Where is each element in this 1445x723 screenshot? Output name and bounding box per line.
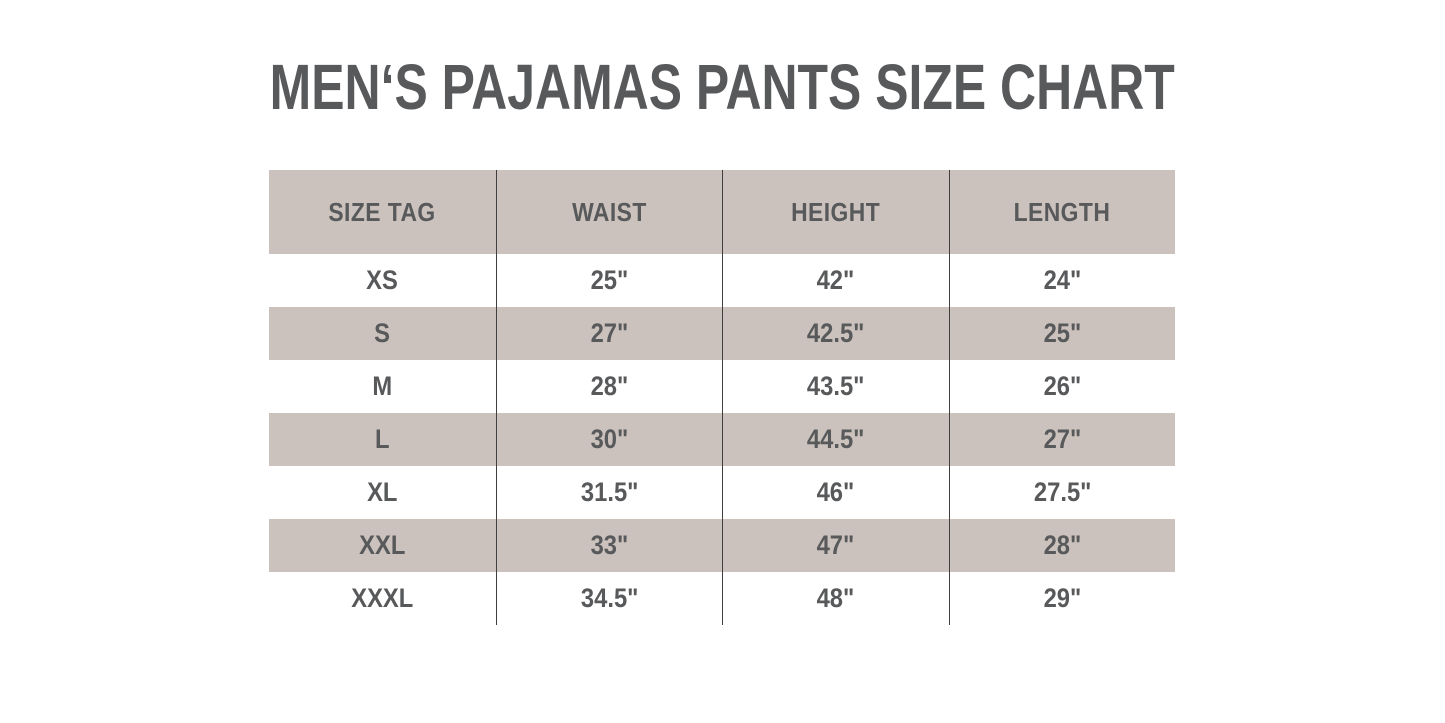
- cell-value: 48": [816, 583, 855, 613]
- cell-value: 28": [1043, 530, 1082, 560]
- cell-value: 25": [590, 265, 629, 295]
- cell-height: [722, 466, 949, 519]
- cell-length: [949, 360, 1176, 413]
- cell-size-tag: [269, 254, 496, 307]
- cell-waist: [496, 413, 723, 466]
- column-header-size-tag: [269, 170, 496, 254]
- cell-length: [949, 519, 1176, 572]
- column-header-length: [949, 170, 1176, 254]
- cell-length: [949, 572, 1176, 625]
- cell-value: 47": [816, 530, 855, 560]
- cell-value: 26": [1043, 371, 1082, 401]
- cell-value: 43.5": [806, 371, 865, 401]
- cell-value: 29": [1043, 583, 1082, 613]
- cell-height: [722, 254, 949, 307]
- cell-value: 33": [590, 530, 629, 560]
- cell-waist: [496, 466, 723, 519]
- cell-value: S: [374, 318, 391, 348]
- size-chart-table: [269, 170, 1175, 625]
- cell-value: 27.5": [1033, 477, 1092, 507]
- cell-waist: [496, 519, 723, 572]
- cell-height: [722, 307, 949, 360]
- table-header-row: [269, 170, 1175, 254]
- table-row-l: [269, 413, 1175, 466]
- cell-value: 34.5": [580, 583, 639, 613]
- cell-waist: [496, 254, 723, 307]
- cell-value: L: [374, 424, 390, 454]
- cell-size-tag: [269, 360, 496, 413]
- cell-height: [722, 572, 949, 625]
- table-row-xxxl: [269, 572, 1175, 625]
- cell-size-tag: [269, 466, 496, 519]
- cell-value: 24": [1043, 265, 1082, 295]
- cell-value: 28": [590, 371, 629, 401]
- table-row-m: [269, 360, 1175, 413]
- title-container: [0, 51, 1445, 123]
- cell-length: [949, 413, 1176, 466]
- cell-length: [949, 254, 1176, 307]
- column-header-label: HEIGHT: [791, 196, 881, 227]
- cell-value: 42": [816, 265, 855, 295]
- cell-waist: [496, 360, 723, 413]
- table-row-xs: [269, 254, 1175, 307]
- column-header-label: WAIST: [571, 196, 647, 227]
- page-title: MEN‘S PAJAMAS PANTS SIZE CHART: [269, 51, 1176, 123]
- table-row-xxl: [269, 519, 1175, 572]
- cell-value: XXL: [359, 530, 406, 560]
- cell-value: M: [372, 371, 393, 401]
- cell-value: XS: [366, 265, 399, 295]
- table-row-xl: [269, 466, 1175, 519]
- cell-size-tag: [269, 572, 496, 625]
- cell-value: XXXL: [351, 583, 414, 613]
- cell-size-tag: [269, 413, 496, 466]
- cell-size-tag: [269, 307, 496, 360]
- cell-value: 31.5": [580, 477, 639, 507]
- cell-value: 27": [1043, 424, 1082, 454]
- cell-value: 46": [816, 477, 855, 507]
- cell-value: 42.5": [806, 318, 865, 348]
- cell-waist: [496, 307, 723, 360]
- table-row-s: [269, 307, 1175, 360]
- cell-value: 27": [590, 318, 629, 348]
- cell-height: [722, 519, 949, 572]
- cell-size-tag: [269, 519, 496, 572]
- column-header-waist: [496, 170, 723, 254]
- cell-waist: [496, 572, 723, 625]
- cell-length: [949, 466, 1176, 519]
- column-header-height: [722, 170, 949, 254]
- cell-value: XL: [367, 477, 398, 507]
- cell-value: 25": [1043, 318, 1082, 348]
- cell-value: 44.5": [806, 424, 865, 454]
- cell-length: [949, 307, 1176, 360]
- cell-height: [722, 413, 949, 466]
- column-header-label: LENGTH: [1013, 196, 1111, 227]
- cell-value: 30": [590, 424, 629, 454]
- column-header-label: SIZE TAG: [328, 196, 436, 227]
- cell-height: [722, 360, 949, 413]
